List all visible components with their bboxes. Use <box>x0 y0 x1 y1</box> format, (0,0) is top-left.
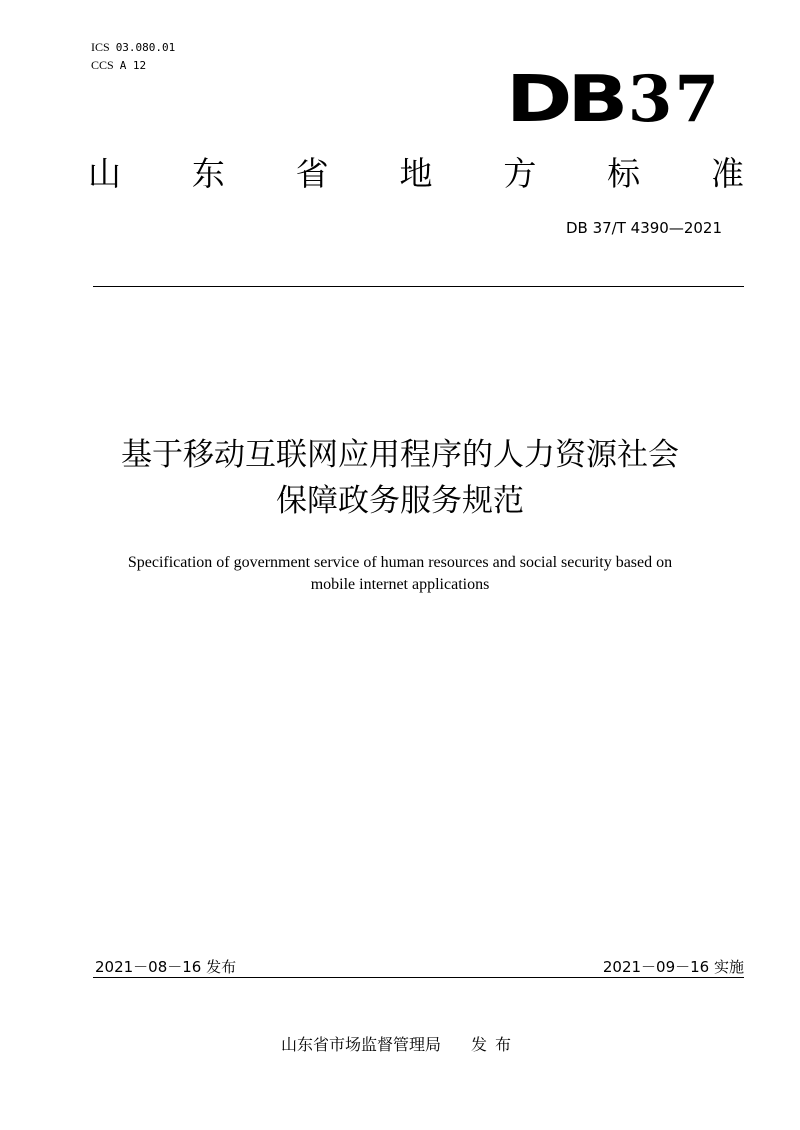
footer-divider <box>93 977 744 978</box>
issuer <box>0 1032 800 1055</box>
ccs-code <box>91 58 146 73</box>
publish-date: 2021－08－16 发布 <box>95 958 237 976</box>
standard-type-char: 东 <box>191 154 225 193</box>
ccs-value: A 12 <box>119 59 147 72</box>
chinese-title-line1: 基于移动互联网应用程序的人力资源社会 <box>121 437 679 473</box>
standard-type-char: 准 <box>710 154 744 193</box>
standard-type-title <box>88 154 744 194</box>
ics-code <box>91 40 175 55</box>
english-title-line1: Specification of government service of human resources and social security based on <box>127 554 673 571</box>
standard-type-char: 方 <box>503 154 537 193</box>
db37-logo <box>506 62 721 137</box>
chinese-title-line2: 保障政务服务规范 <box>276 483 524 519</box>
logo-number: 37 <box>627 62 721 137</box>
english-title-line2: mobile internet applications <box>310 576 490 593</box>
standard-number: DB 37/T 4390—2021 <box>565 219 722 237</box>
issuer-action: 发布 <box>471 1035 520 1054</box>
ics-label: ICS <box>91 40 110 54</box>
issuer-name: 山东省市场监督管理局 <box>280 1035 441 1054</box>
header-divider <box>93 286 744 287</box>
standard-type-char: 地 <box>399 154 433 193</box>
implement-date: 2021－09－16 实施 <box>602 958 744 976</box>
chinese-title <box>0 432 800 524</box>
standard-type-char: 标 <box>607 154 641 193</box>
ccs-label: CCS <box>91 58 114 72</box>
logo-db: DB <box>506 63 624 137</box>
standard-type-char: 山 <box>88 154 121 193</box>
standard-type-char: 省 <box>295 154 329 193</box>
ics-value: 03.080.01 <box>115 41 176 54</box>
english-title <box>0 552 800 596</box>
